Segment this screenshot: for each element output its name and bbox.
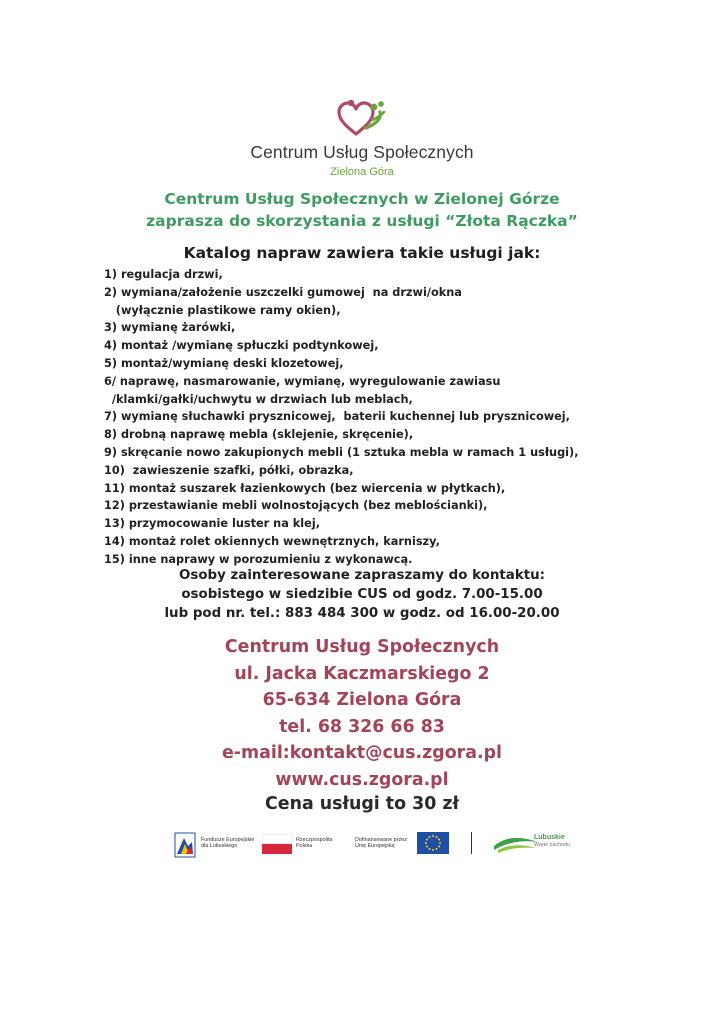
logo-divider — [471, 832, 472, 854]
service-item: 1) regulacja drzwi, — [104, 268, 223, 281]
lubuskie-wave-icon — [492, 830, 540, 856]
service-item: 5) montaż/wymianę deski klozetowej, — [104, 356, 344, 370]
service-item: 7) wymianę słuchawki prysznicowej, baterii kuchennej lub prysznicowej, — [104, 410, 570, 424]
footer-logos — [0, 828, 724, 862]
eu-text-1: Dofinansowane przez — [355, 837, 407, 843]
service-item: 4) montaż /wymianę spłuczki podtynkowej, — [104, 339, 379, 353]
invite-line-2: zaprasza do skorzystania z usługi “Złota Rączka” — [146, 212, 578, 230]
services-list — [104, 266, 624, 569]
price-line: Cena usługi to 30 zł — [265, 794, 459, 814]
address-name: Centrum Usług Społecznych — [224, 637, 500, 657]
address-street: ul. Jacka Kaczmarskiego 2 — [234, 663, 490, 684]
fe-emblem-icon — [174, 832, 196, 858]
contact-line-3: lub pod nr. tel.: 883 484 300 w godz. od 16.00-20.00 — [164, 606, 560, 621]
service-item: (wyłącznie plastikowe ramy okien), — [104, 303, 341, 317]
service-item: 8) drobną naprawę mebla (sklejenie, skręcenie), — [104, 428, 414, 442]
lubuskie-text-1: Lubuskie — [534, 834, 565, 841]
service-item: 13) przymocowanie luster na klej, — [104, 517, 320, 531]
service-item: 3) wymianę żarówki, — [104, 321, 236, 335]
fe-text-2: dla Lubuskiego — [201, 843, 238, 850]
address-website: www.cus.zgora.pl — [275, 769, 449, 790]
rp-text-1: Rzeczpospolita — [296, 837, 333, 843]
service-item: 11) montaż suszarek łazienkowych (bez wiercenia w płytkach), — [104, 481, 506, 495]
service-item: 2) wymiana/założenie uszczelki gumowej na drzwi/okna — [104, 285, 462, 299]
contact-line-1: Osoby zainteresowane zapraszamy do kontaktu: — [178, 568, 546, 583]
cus-heart-people-icon — [336, 98, 388, 138]
address-email: e-mail:kontakt@cus.zgora.pl — [222, 743, 502, 763]
service-item: 15) inne naprawy w porozumieniu z wykonawcą. — [104, 552, 413, 566]
service-item: 9) skręcanie nowo zakupionych mebli (1 sztuka mebla w ramach 1 usługi), — [104, 445, 579, 459]
eu-text-2: Unię Europejską — [355, 843, 395, 850]
service-item: 10) zawieszenie szafki, półki, obrazka, — [104, 463, 354, 477]
invite-line-1: Centrum Usług Społecznych w Zielonej Górze — [164, 190, 560, 208]
invite-heading — [0, 188, 724, 232]
contact-line-2: osobistego w siedzibie CUS od godz. 7.00-15.00 — [181, 587, 543, 602]
contact-info — [0, 566, 724, 623]
logo-title: Centrum Usług Społecznych — [250, 142, 474, 162]
service-item: 14) montaż rolet okiennych wewnętrznych, karniszy, — [104, 534, 440, 548]
address-block — [0, 634, 724, 793]
fe-text-1: Fundusze Europejskie — [201, 837, 255, 843]
eu-flag-icon — [417, 832, 449, 854]
cus-logo — [0, 98, 724, 178]
logo-subtitle: Zielona Góra — [330, 166, 394, 178]
catalog-title: Katalog napraw zawiera takie usługi jak: — [183, 244, 541, 262]
lubuskie-text-2: Warte zachodu — [534, 842, 571, 848]
service-item: /klamki/gałki/uchwytu w drzwiach lub meblach, — [104, 392, 413, 406]
address-phone: tel. 68 326 66 83 — [279, 716, 445, 737]
polish-flag-icon — [262, 834, 292, 854]
address-city: 65-634 Zielona Góra — [262, 690, 462, 710]
service-item: 6/ naprawę, nasmarowanie, wymianę, wyregulowanie zawiasu — [104, 374, 501, 388]
service-item: 12) przestawianie mebli wolnostojących (bez meblościanki), — [104, 499, 488, 513]
rp-text-2: Polska — [296, 843, 313, 850]
